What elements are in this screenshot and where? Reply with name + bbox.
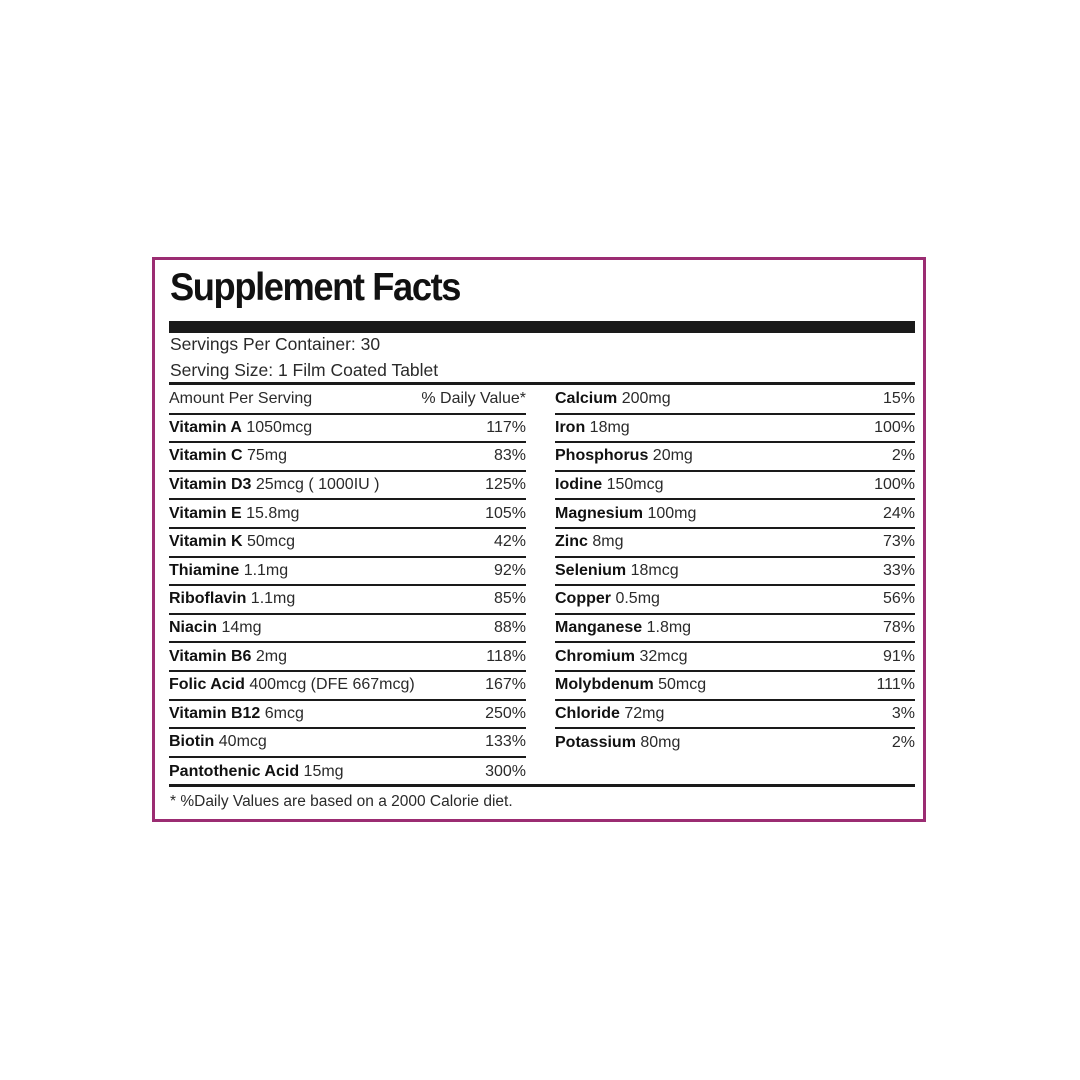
page-title: Supplement Facts [170,266,461,309]
daily-value-percent: 42% [493,533,526,551]
footnote-divider [169,784,915,787]
nutrient-name-amount [555,619,691,637]
nutrient-amount: 20mg [652,447,693,465]
nutrient-row [169,415,526,444]
nutrient-row [555,701,915,730]
nutrient-amount: 400mcg (DFE 667mcg) [249,676,415,694]
right-nutrient-column [555,386,915,758]
nutrient-name-amount [555,390,671,408]
nutrient-row [555,443,915,472]
nutrient-name: Vitamin B12 [169,704,261,722]
nutrient-name-amount [555,533,623,551]
daily-value-percent: 111% [876,676,915,694]
daily-value-percent: 100% [874,476,915,494]
nutrient-amount: 25mcg ( 1000IU ) [255,476,380,494]
nutrient-name: Chromium [555,647,635,665]
nutrient-name-amount [169,533,295,551]
nutrient-amount: 32mcg [639,647,688,665]
nutrient-name-amount [169,705,304,723]
daily-value-percent: 105% [485,504,526,522]
nutrient-row [169,643,526,672]
amount-per-serving-header: Amount Per Serving [169,390,313,408]
nutrient-amount: 6mcg [264,704,304,722]
nutrient-name-amount [555,476,663,494]
daily-value-percent: 167% [485,676,526,694]
nutrient-row [169,500,526,529]
nutrient-name-amount [169,619,262,637]
nutrient-name: Thiamine [169,561,240,579]
nutrient-row [169,758,526,787]
nutrient-row [169,701,526,730]
daily-value-percent: 133% [485,733,526,751]
nutrient-name-amount [169,447,287,465]
nutrient-name-amount [169,763,344,781]
nutrient-row [169,472,526,501]
column-header [169,386,526,415]
nutrient-name-amount [169,590,295,608]
daily-value-percent: 83% [493,447,526,465]
nutrient-row [169,529,526,558]
nutrient-row [555,615,915,644]
nutrient-amount: 18mcg [630,561,679,579]
nutrient-name: Chloride [555,704,620,722]
nutrient-amount: 150mcg [606,476,664,494]
nutrient-name: Calcium [555,390,618,408]
nutrient-row [169,443,526,472]
nutrient-amount: 1.1mg [243,561,289,579]
supplement-facts-panel [152,257,926,822]
nutrient-name-amount [169,419,312,437]
nutrient-name: Folic Acid [169,676,245,694]
nutrient-name-amount [169,562,288,580]
nutrient-name-amount [555,447,693,465]
nutrient-name: Magnesium [555,504,644,522]
daily-value-percent: 92% [493,561,526,579]
nutrient-row [555,729,915,758]
daily-value-percent: 2% [891,447,915,465]
nutrient-row [169,729,526,758]
daily-value-percent: 300% [485,763,526,781]
nutrient-name: Potassium [555,734,636,752]
nutrient-row [169,586,526,615]
nutrient-amount: 1.1mg [250,590,296,608]
nutrient-name: Manganese [555,619,643,637]
daily-value-percent: 15% [882,390,915,408]
nutrient-row [555,386,915,415]
nutrient-name: Molybdenum [555,676,654,694]
nutrient-row [555,643,915,672]
serving-divider [169,382,915,385]
nutrient-amount: 100mg [647,504,697,522]
daily-value-header: % Daily Value* [421,390,526,408]
nutrient-name-amount [555,734,680,752]
nutrient-name: Niacin [169,619,218,637]
daily-value-percent: 91% [882,647,915,665]
nutrient-amount: 14mg [221,619,262,637]
daily-value-percent: 250% [485,704,526,722]
nutrient-name-amount [555,705,664,723]
nutrient-name-amount [169,505,299,523]
nutrient-row [555,529,915,558]
daily-value-percent: 85% [493,590,526,608]
nutrient-name: Biotin [169,733,215,751]
nutrient-name: Vitamin B6 [169,647,252,665]
nutrient-row [169,615,526,644]
nutrient-name-amount [555,419,630,437]
nutrient-name-amount [169,648,287,666]
nutrient-amount: 0.5mg [615,590,660,608]
nutrient-amount: 50mcg [246,533,295,551]
nutrient-name-amount [555,648,687,666]
serving-size: Serving Size: 1 Film Coated Tablet [170,360,439,380]
servings-per-container: Servings Per Container: 30 [170,334,381,354]
nutrient-name: Vitamin D3 [169,476,252,494]
nutrient-amount: 15mg [303,763,344,781]
left-nutrient-column [169,386,526,786]
nutrient-name: Copper [555,590,611,608]
nutrient-row [555,672,915,701]
nutrient-name-amount [555,590,660,608]
daily-value-percent: 33% [882,561,915,579]
nutrient-name: Vitamin C [169,447,243,465]
nutrient-name-amount [555,676,706,694]
nutrient-name: Vitamin A [169,418,242,436]
nutrient-row [555,415,915,444]
daily-value-percent: 24% [882,504,915,522]
daily-value-percent: 73% [882,533,915,551]
nutrient-amount: 8mg [592,533,624,551]
nutrient-row [555,500,915,529]
nutrient-name: Vitamin E [169,504,242,522]
nutrient-name-amount [169,733,267,751]
nutrient-name: Phosphorus [555,447,649,465]
nutrient-amount: 200mg [621,390,671,408]
nutrient-amount: 50mcg [658,676,707,694]
nutrient-name-amount [169,476,379,494]
nutrient-name: Pantothenic Acid [169,763,300,781]
daily-value-percent: 100% [874,418,915,436]
daily-value-percent: 3% [891,704,915,722]
nutrient-row [555,558,915,587]
nutrient-row [169,672,526,701]
nutrient-name: Zinc [555,533,588,551]
nutrient-name-amount [555,562,679,580]
daily-value-percent: 125% [485,476,526,494]
nutrient-amount: 40mcg [218,733,267,751]
nutrient-amount: 1050mcg [246,418,313,436]
nutrient-amount: 18mg [589,418,630,436]
nutrient-name: Riboflavin [169,590,247,608]
nutrient-name: Iron [555,418,586,436]
nutrient-amount: 75mg [246,447,287,465]
nutrient-name: Iodine [555,476,603,494]
daily-value-percent: 78% [882,619,915,637]
title-divider [169,321,915,333]
nutrient-amount: 2mg [255,647,287,665]
nutrient-name-amount [555,505,696,523]
nutrient-amount: 1.8mg [646,619,692,637]
nutrient-name-amount [169,676,415,694]
daily-value-percent: 2% [891,734,915,752]
daily-value-percent: 118% [486,647,526,665]
nutrient-amount: 80mg [640,734,681,752]
nutrient-name: Vitamin K [169,533,243,551]
daily-value-percent: 88% [493,619,526,637]
nutrient-amount: 15.8mg [246,504,300,522]
daily-value-percent: 56% [882,590,915,608]
nutrient-row [169,558,526,587]
daily-value-percent: 117% [486,418,526,436]
nutrient-name: Selenium [555,561,627,579]
nutrient-row [555,472,915,501]
footnote: * %Daily Values are based on a 2000 Calorie diet. [170,793,513,810]
nutrient-row [555,586,915,615]
nutrient-amount: 72mg [624,704,665,722]
